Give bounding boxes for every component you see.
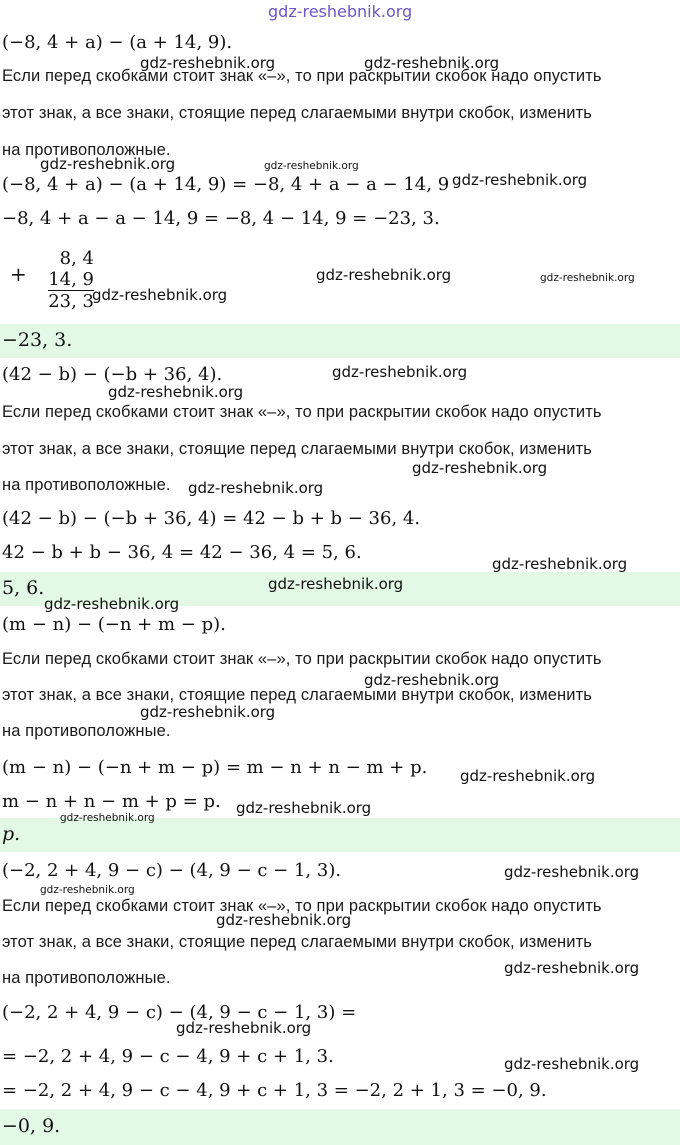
watermark-text: gdz-reshebnik.org [264,160,359,172]
problem-3-rule-line-1: Если перед скобками стоит знак «–», то при раскрытии скобок надо опустить [2,650,602,668]
watermark-text: gdz-reshebnik.org [44,595,180,613]
problem-2-answer: 5, 6. [2,577,45,599]
watermark-text: gdz-reshebnik.org [216,911,352,929]
problem-4-rule-line-1: Если перед скобками стоит знак «–», то при раскрытии скобок надо опустить [2,897,602,915]
problem-3-step-2: m − n + n − m + p = p. [2,791,221,812]
problem-1-answer: −23, 3. [2,329,73,351]
column-result-number: 23, 3 [48,291,94,312]
problem-4-expression: (−2, 2 + 4, 9 − c) − (4, 9 − c − 1, 3). [2,860,342,881]
problem-4-step-3: = −2, 2 + 4, 9 − c − 4, 9 + c + 1, 3 = −2, 2 + 1, 3 = −0, 9. [2,1080,547,1101]
problem-1-rule-line-2: этот знак, а все знаки, стоящие перед слагаемыми внутри скобок, изменить [2,104,592,122]
watermark-text: gdz-reshebnik.org [140,703,276,721]
watermark-text: gdz-reshebnik.org [108,383,244,401]
watermark-text: gdz-reshebnik.org [492,555,628,573]
watermark-text: gdz-reshebnik.org [452,171,588,189]
watermark-text: gdz-reshebnik.org [60,812,155,824]
watermark-text: gdz-reshebnik.org [40,155,176,173]
watermark-text: gdz-reshebnik.org [504,1055,640,1073]
watermark-text: gdz-reshebnik.org [460,767,596,785]
watermark-text: gdz-reshebnik.org [504,959,640,977]
problem-4-answer: −0, 9. [2,1115,61,1137]
watermark-text: gdz-reshebnik.org [268,575,404,593]
column-plus-sign: + [10,262,27,286]
problem-2-step-2: 42 − b + b − 36, 4 = 42 − 36, 4 = 5, 6. [2,542,362,563]
problem-1-expression: (−8, 4 + a) − (a + 14, 9). [2,32,233,53]
watermark-text: gdz-reshebnik.org [332,363,468,381]
problem-3-rule-line-2: этот знак, а все знаки, стоящие перед слагаемыми внутри скобок, изменить [2,686,592,704]
problem-3-expression: (m − n) − (−n + m − p). [2,614,226,635]
problem-4-step-2: = −2, 2 + 4, 9 − c − 4, 9 + c + 1, 3. [2,1046,334,1067]
problem-3-rule-line-3: на противоположные. [2,722,171,740]
problem-2-rule-line-1: Если перед скобками стоит знак «–», то при раскрытии скобок надо опустить [2,403,602,421]
column-top-number: 8, 4 [59,248,94,269]
problem-2-rule-line-2: этот знак, а все знаки, стоящие перед слагаемыми внутри скобок, изменить [2,440,592,458]
column-addition [48,248,94,312]
problem-3-step-1: (m − n) − (−n + m − p) = m − n + n − m + p. [2,757,428,778]
problem-4-rule-line-2: этот знак, а все знаки, стоящие перед слагаемыми внутри скобок, изменить [2,933,592,951]
watermark-text: gdz-reshebnik.org [504,863,640,881]
watermark-text: gdz-reshebnik.org [364,671,500,689]
watermark-text: gdz-reshebnik.org [176,1019,312,1037]
watermark-text: gdz-reshebnik.org [92,286,228,304]
watermark-text: gdz-reshebnik.org [140,54,276,72]
column-mid-number: 14, 9 [48,269,94,290]
problem-1-step-2: −8, 4 + a − a − 14, 9 = −8, 4 − 14, 9 = −23, 3. [2,208,440,229]
problem-2-step-1: (42 − b) − (−b + 36, 4) = 42 − b + b − 36, 4. [2,508,421,529]
watermark-text: gdz-reshebnik.org [540,272,635,284]
problem-4-answer-box [0,1109,680,1145]
problem-2-rule-line-3: на противоположные. [2,476,171,494]
watermark-text: gdz-reshebnik.org [316,266,452,284]
watermark-text: gdz-reshebnik.org [236,799,372,817]
problem-2-expression: (42 − b) − (−b + 36, 4). [2,364,223,385]
watermark-text: gdz-reshebnik.org [364,54,500,72]
problem-1-rule-line-3: на противоположные. [2,141,171,159]
problem-3-answer: p. [2,823,21,845]
problem-4-step-1: (−2, 2 + 4, 9 − c) − (4, 9 − c − 1, 3) = [2,1002,357,1023]
problem-1-answer-box [0,324,680,358]
watermark-text: gdz-reshebnik.org [412,459,548,477]
problem-1-step-1: (−8, 4 + a) − (a + 14, 9) = −8, 4 + a − a − 14, 9 [2,174,450,195]
watermark-text: gdz-reshebnik.org [188,479,324,497]
site-watermark-link[interactable]: gdz-reshebnik.org [268,2,413,21]
problem-4-rule-line-3: на противоположные. [2,969,171,987]
problem-1-rule-line-1: Если перед скобками стоит знак «–», то при раскрытии скобок надо опустить [2,67,602,85]
watermark-text: gdz-reshebnik.org [40,884,135,896]
